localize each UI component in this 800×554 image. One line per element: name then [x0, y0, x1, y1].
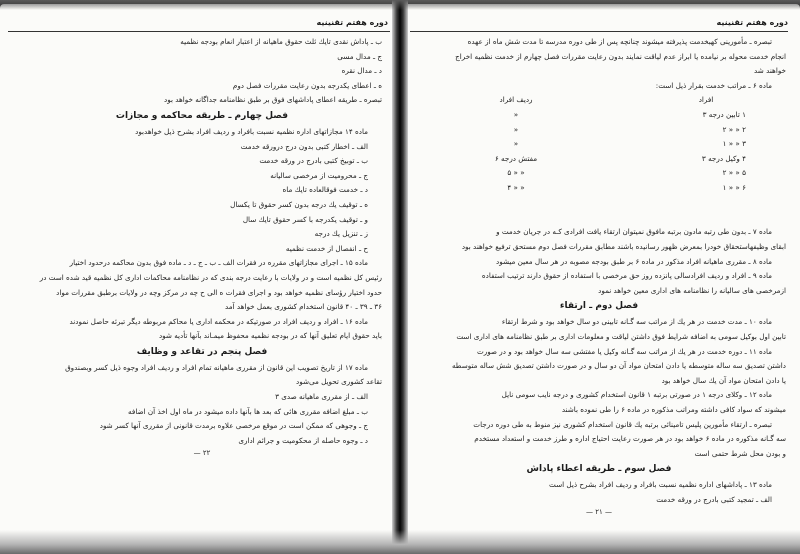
column-header: افراد [698, 95, 714, 105]
table-row: ۲ « « ۲ [722, 124, 746, 134]
list-item: ب ـ مبلغ اضافه مقرری هائی که بعد ها بآنها داده میشود در ماه اول اخذ آن اضافه [128, 406, 368, 416]
article-line: تقاعد کشوری تحویل می‌شود [296, 377, 382, 387]
page-21 [404, 4, 800, 544]
article-line: ماده ۷ ـ بدون طی رتبه مادون برتبه مافوق نمیتوان ارتقاء یافت افرادی کـه در جریان خدمت و [496, 227, 772, 237]
list-item: و ـ توقیف یکدرجه با کسر حقوق تایك سال [242, 214, 368, 224]
text-line: ب ـ پاداش نقدی تایك ثلث حقوق ماهیانه از اعتبار انعام بودجه نظمیه [180, 37, 382, 46]
article-line: ماده ۱۴ مجازاتهای اداره نظمیه نسبت بافراد و ردیف افراد بشرح ذیل خواهدبود [135, 126, 368, 136]
list-item: د ـ وجوه حاصله از محکومیت و جرائم اداری [238, 435, 368, 445]
article-line: ماده ۸ ـ مقرری ماهیانه افراد مذکور در ماده ۶ بر طبق بودجه مصوبه در هر سال معین میشود [496, 256, 772, 266]
table-row: « [513, 124, 519, 134]
list-item: الف ـ اخطار کتبی بدون درج درورقه خدمت [240, 141, 368, 151]
table-row: ۴ وکیل درجه ۳ [701, 153, 746, 163]
text-line: تبصره ـ طریقه اعطای پاداشهای فوق بر طبق نظامنامه جداگانه خواهد بود [164, 95, 382, 105]
list-item: ز ـ تنزیل یك درجه [314, 229, 368, 239]
table-row: « [513, 109, 519, 119]
table-row: « « ۴ [507, 182, 525, 192]
article-line: ماده ۱۵ ـ اجرای مجازاتهای مقرره در فقرات الف ـ ب ـ ج ـ د ـ ماده فوق بدون محاکمه درحدود اختیار [69, 258, 368, 268]
page-number: ۲۲ — [193, 449, 211, 458]
ranks-table [412, 93, 786, 225]
article-line: تابین اول بوکیل سومی به اضافه شرایط فوق داشتن لیاقت و معلومات اداری بر طبق نظامنامه های اداری است [456, 331, 786, 341]
list-item: الف ـ از مقرری ماهیانه صدی ۳ [275, 392, 368, 402]
ranks-column-radif [466, 93, 566, 195]
page-22 [0, 4, 396, 544]
article-line: داشتن تصدیق سه ساله متوسطه یا دادن امتحان مواد آن دو سال و در صورت داشتن تصدیق شش ساله متوسطه [451, 361, 786, 371]
table-row: ۱ تابین درجه ۳ [702, 109, 746, 119]
note-line: سه گـانه مذکوره در ماده ۶ خواهد بود در هر صورت رعایت احتیاج اداره و طرز خدمت و استعداد مستخدم [474, 434, 786, 444]
page-body [412, 35, 786, 520]
list-item: ج ـ وجوهی که ممکن است در موقع مرخصی علاوه برمدت قانونی از مقرری آنها کسر شود [99, 421, 368, 431]
text-line: انجام خدمت محوله بر نیامده یا ابراز عدم لیاقت نمایند بدون رعایت مقررات فصل چهارم از خدمت نظمیه اخراج [455, 51, 786, 61]
list-item: د ـ خدمت فوقالعاده تایك ماه [282, 185, 368, 195]
article-line: ماده ۹ ـ افراد و ردیف افرادسالی پانزده روز حق مرخصی با استفاده از حقوق دارند ترتیب استفاده [481, 271, 772, 281]
article-line: حدود اختیار رؤسای نظمیه خواهد بود و اجرای فقرات ه الی ح چه در مرکز وچه در ولایات برطبق مقررات مواد [56, 287, 382, 297]
text-line: د ـ مدال نقره [341, 66, 382, 76]
article-line: ماده ۱۶ ـ افراد و ردیف افراد در صورتیکه در محکمه اداری یا محاکم مربوطه دیگر تبرئه حاصل نمودند [69, 316, 368, 326]
table-row: ۶ « « ۱ [722, 182, 746, 192]
ranks-column-afrad [626, 93, 746, 195]
table-row: ۳ « « ۱ [722, 139, 746, 149]
list-item: ح ـ انفصال از خدمت نظمیه [285, 243, 368, 253]
header-rule [8, 31, 390, 32]
chapter-heading: فصل چهارم ـ طریقه محاکمه و مجازات [115, 110, 289, 121]
article-line: رئیس کل نظمیه است و در ولایات با رعایت درجه بندی که در نظامنامه محاکمات اداری کل نظمیه قید شده است در [39, 272, 382, 282]
list-item: ب ـ توبیخ کتبی بادرج در ورقه خدمت [259, 156, 368, 166]
table-row: « « ۵ [507, 168, 525, 178]
article-line: باید حقوق ایام تعلیق آنها که در بودجه نظمیه محفوظ میمـاند بآنها تأدیه شود [158, 331, 382, 341]
article-line: ماده ۱۰ ـ مدت خدمت در هر یك از مراتب سه گـانه تابینی دو سال خواهد بود و شرط ارتقاء [501, 317, 772, 327]
article-line: ماده ۱۷ از تاریخ تصویب این قانون از مقرری ماهیانه تمام افراد و ردیف افراد وجوه ذیل کسر وبصندوق [65, 362, 368, 372]
chapter-heading: فصل پنجم در تقاعد و وظایف [136, 346, 268, 357]
table-row: ۵ « « ۲ [722, 168, 746, 178]
article-line: ابقای وظیفهاستحقاق خودرا بمعرض ظهور رسانیده باشند مطابق مقررات فصل دوم مستحق ترفیع خواهند بود [461, 241, 786, 251]
text-line: ه ـ اعطای یکدرجه بدون رعایت مقررات فصل دوم [232, 80, 382, 90]
article-line: ماده ۶ ـ مراتب خدمت بقرار ذیل است: [655, 80, 772, 90]
list-item: ج ـ محرومیت از مرخصی سالیانه [270, 170, 368, 180]
page-number: — ۲۱ — [586, 508, 612, 517]
note-line: و بودن محل شرط حتمی است [694, 448, 786, 458]
table-row: « [513, 139, 519, 149]
scan-bottom-shadow [0, 530, 800, 554]
article-line: میشوند که سواد کافی داشته ومراتب مذکوره در ماده ۶ را طی نموده باشند [561, 404, 786, 414]
article-line: ماده ۱۱ ـ دوره خدمت در هر یك از مراتب سه گـانه وکیل یا مفتشی سه سال خواهد بود و در صورت [476, 346, 772, 356]
chapter-heading: فصل سوم ـ طریقه اعطاء پاداش [526, 464, 672, 475]
scan-top-shadow [0, 0, 800, 10]
header-rule [410, 31, 788, 32]
list-item: الف ـ تمجید کتبی بادرج در ورقه خدمت [656, 494, 772, 504]
article-line: ماده ۱۳ ـ پاداشهای اداره نظمیه نسبت بافراد و ردیف افراد بشرح ذیل است [549, 480, 772, 490]
article-line: ازمرخصی های سالیانه را نظامنامه های اداری معین خواهد نمود [598, 285, 786, 295]
text-line: تبصره ـ مأمورینی کهبخدمت پذیرفته میشوند چنانچه پس از طی دوره مدرسه تا مدت شش ماه از عهده [467, 37, 772, 46]
article-line: یا دادن امتحان مواد آن یك سال خواهد بود [661, 375, 786, 385]
article-line: ۳۶ ـ ۳۹ ـ ۴۰ قانون استخدام کشوری بعمل خواهد آمد [225, 302, 382, 312]
book-gutter [392, 0, 408, 554]
article-line: ماده ۱۲ ـ وکلای درجه ۱ در صورتی برتبه ۱ قانون استخدام کشوری و درجه نایب سومی نایل [501, 390, 772, 400]
chapter-heading: فصل دوم ـ ارتقاء [559, 301, 639, 312]
list-item: ه ـ توقیف یك درجه بدون کسر حقوق تا یکسال [230, 199, 368, 209]
text-line: ج ـ مدال مسی [337, 51, 382, 61]
running-head: دوره هفتم تقنینیه [716, 18, 788, 27]
text-line: خواهند شد [754, 66, 786, 76]
note-line: تبصره ـ ارتقاء مأمورین پلیس تامینائی برتبه یك قانون استخدام کشوری نیز منوط به طی دوره درجات [473, 419, 772, 429]
page-body [22, 35, 382, 461]
table-row: مفتش درجه ۶ [494, 153, 538, 163]
running-head: دوره هفتم تقنینیه [316, 18, 388, 27]
column-header: ردیف افراد [499, 95, 533, 105]
